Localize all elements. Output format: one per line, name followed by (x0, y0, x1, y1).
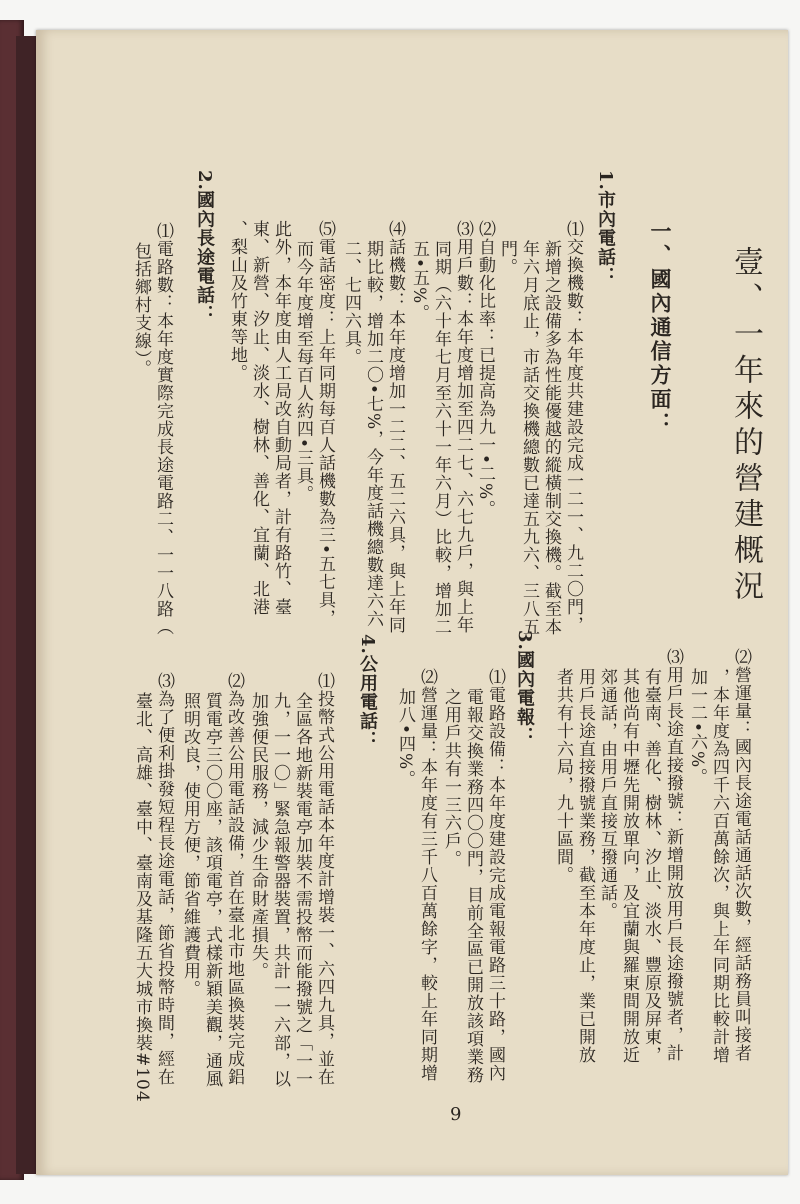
text-column: 九，一一〇」緊急報警器裝置，共計一一六部，以 (270, 692, 290, 1088)
text-column: 臺北、高雄、臺中、臺南及基隆五大城市換裝#104 (132, 692, 152, 1103)
text-column: ⑴電路數：本年度實際完成長途電路二、一一八路（ (153, 222, 173, 636)
text-column: 期比較，增加二〇•七%，今年度話機總數達六六 (363, 240, 383, 629)
text-column: 此外，本年度由人工局改自動局者，計有路竹、臺 (271, 220, 291, 616)
page-number: 9 (450, 1104, 462, 1125)
text-column: 二、七四六具。 (341, 240, 361, 366)
text-column: 電報交換業務四〇〇門，目前全區已開放該項業務 (463, 688, 483, 1084)
subheading-long-distance: 2.國內長途電話： (194, 170, 215, 324)
text-column: 質電亭三〇〇座，該項電亭，式樣新穎美觀，通風 (202, 692, 222, 1088)
text-column: 同期（六十年七月至六十一年六月）比較，增加二 (431, 240, 451, 636)
text-column: ⑴電路設備：本年度建設完成電報電路三十路，國內 (485, 668, 505, 1082)
document-page (36, 30, 788, 1175)
text-column: ⑶用戶長途直接撥號：新增開放用戶長途撥號者，計 (663, 648, 683, 1062)
text-column: ⑷話機數：本年度增加一二二、五二六具，與上年同 (385, 220, 405, 634)
text-column: 而今年度增至每百人約四•三具。 (293, 240, 313, 504)
subheading-public-telephone: 4.公用電話： (357, 634, 378, 750)
page-title: 壹、一年來的營建概況 (728, 246, 763, 606)
text-column: ⑵營運量：本年度有三千八百萬餘字，較上年同期增 (417, 668, 437, 1082)
text-column: 門。 (497, 240, 517, 276)
text-column: 、梨山及竹東等地。 (227, 220, 247, 382)
text-column: ⑸電話密度：上年同期每百人話機數為三•五七具， (315, 220, 335, 628)
text-column: 全區各地新裝電亭加裝不需投幣而能撥號之「一一 (292, 692, 312, 1088)
text-column: 新增之設備多為性能優越的縱橫制交換機。截至本 (541, 240, 561, 636)
text-column: 郊通話，由用戶直接互撥通話。 (597, 668, 617, 920)
text-column: 東、新營、汐止、淡水、樹林、善化、宜蘭、北港 (249, 220, 269, 616)
text-column: 用戶長途直接撥號業務，截至本年度止，業已開放 (575, 668, 595, 1064)
text-column: 之用戶共有一三六戶。 (441, 688, 461, 868)
text-column: ⑵為改善公用電話設備，首在臺北市地區換裝完成鋁 (224, 672, 244, 1086)
text-column: 加八•四%。 (395, 688, 415, 789)
section-heading: 一、國內通信方面： (648, 220, 673, 436)
text-column: ⑵自動化比率：已提高為九一•二%。 (475, 220, 495, 519)
text-column: ⑴投幣式公用電話本年度計增裝一、六四九具，並在 (314, 672, 334, 1086)
text-column: 照明改良，使用方便，節省維護費用。 (180, 692, 200, 998)
text-column: ⑴交換機數：本年度共建設完成一二一、九二〇門， (563, 220, 583, 634)
text-column: 有臺南、善化、樹林、汐止、淡水、豐原及屏東， (641, 668, 661, 1064)
text-column: ⑶用戶數：本年度增加至四二七、六七九戶，與上年 (453, 220, 473, 634)
text-column: 年六月底止，市話交換機總數已達五九六、三八五 (519, 240, 539, 636)
text-column: 其他尚有中壢先開放單向，及宜蘭與羅東間開放近 (619, 668, 639, 1064)
text-column: 五•五%。 (409, 240, 429, 323)
text-column: 加強便民服務，減少生命財產損失。 (248, 692, 268, 980)
text-column: ，本年度為四千六百萬餘次，與上年同期比較計增 (709, 668, 729, 1064)
text-column: ⑵營運量：國內長途電話通話次數，經話務員叫接者 (731, 648, 751, 1062)
text-column: 包括鄉村支線）。 (131, 242, 151, 378)
text-column: 者共有十六局，九十區間。 (553, 668, 573, 884)
text-column: 加一二•六%。 (687, 668, 707, 787)
subheading-telegraph: 3.國內電報： (514, 630, 535, 746)
subheading-local-telephone: 1.市內電話： (595, 170, 616, 286)
text-column: ⑶為了便利掛發短程長途電話，節省投幣時間，經在 (154, 672, 174, 1086)
